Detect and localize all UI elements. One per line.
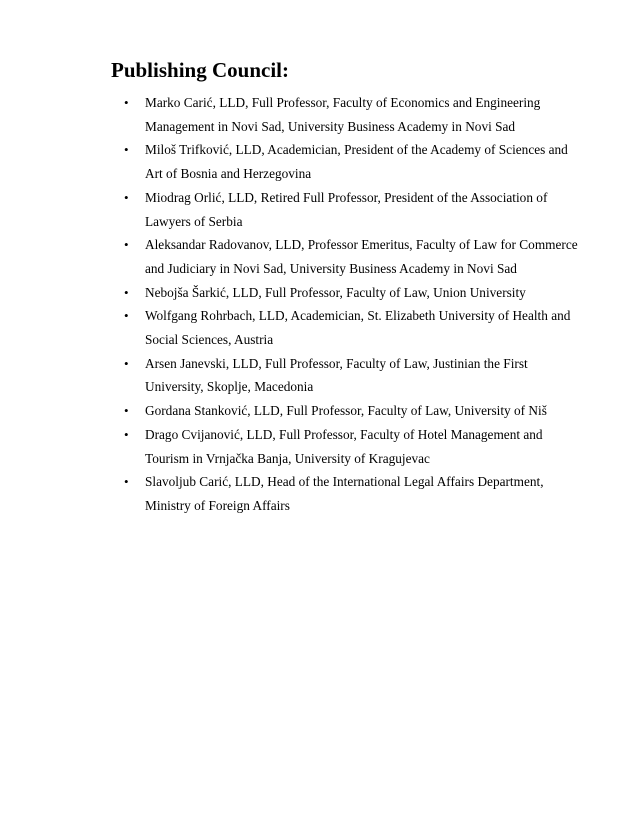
council-member-list (111, 91, 581, 518)
bullet-icon: • (124, 189, 129, 205)
member-text: Miloš Trifković, LLD, Academician, President of the Academy of Sciences and Art of Bosnia and Herzegovina (145, 142, 568, 182)
list-item (111, 91, 581, 138)
bullet-icon: • (124, 142, 129, 158)
list-item (111, 233, 581, 280)
bullet-icon: • (124, 403, 129, 419)
member-text: Slavoljub Carić, LLD, Head of the International Legal Affairs Department, Ministry of Foreign Affairs (145, 474, 544, 513)
member-text: Wolfgang Rohrbach, LLD, Academician, St. Elizabeth University of Health and Social Sciences, Austria (145, 308, 571, 348)
list-item (111, 423, 581, 470)
member-text: Aleksandar Radovanov, LLD, Professor Emeritus, Faculty of Law for Commerce and Judiciary in Novi Sad, University Business Academy in Novi Sad (145, 237, 578, 276)
bullet-icon: • (124, 426, 129, 442)
member-text: Drago Cvijanović, LLD, Full Professor, Faculty of Hotel Management and Tourism in Vrnjačka Banja, University of Kragujevac (145, 426, 543, 466)
member-text: Nebojša Šarkić, LLD, Full Professor, Faculty of Law, Union University (145, 284, 526, 300)
list-item (111, 281, 581, 305)
list-item (111, 138, 581, 185)
bullet-icon: • (124, 284, 129, 300)
page-title: Publishing Council: (111, 58, 289, 82)
bullet-icon: • (124, 474, 129, 490)
list-item (111, 304, 581, 351)
member-text: Miodrag Orlić, LLD, Retired Full Professor, President of the Association of Lawyers of Serbia (145, 189, 548, 229)
bullet-icon: • (124, 237, 129, 253)
member-text: Marko Carić, LLD, Full Professor, Faculty of Economics and Engineering Management in Novi Sad, University Business Academy in Novi Sad (145, 95, 541, 134)
list-item (111, 186, 581, 233)
list-item (111, 470, 581, 517)
bullet-icon: • (124, 308, 129, 324)
list-item (111, 399, 581, 423)
bullet-icon: • (124, 95, 129, 110)
bullet-icon: • (124, 355, 129, 371)
member-text: Gordana Stanković, LLD, Full Professor, Faculty of Law, University of Niš (145, 403, 547, 419)
member-text: Arsen Janevski, LLD, Full Professor, Faculty of Law, Justinian the First University, Skoplje, Macedonia (145, 355, 528, 395)
list-item (111, 352, 581, 399)
